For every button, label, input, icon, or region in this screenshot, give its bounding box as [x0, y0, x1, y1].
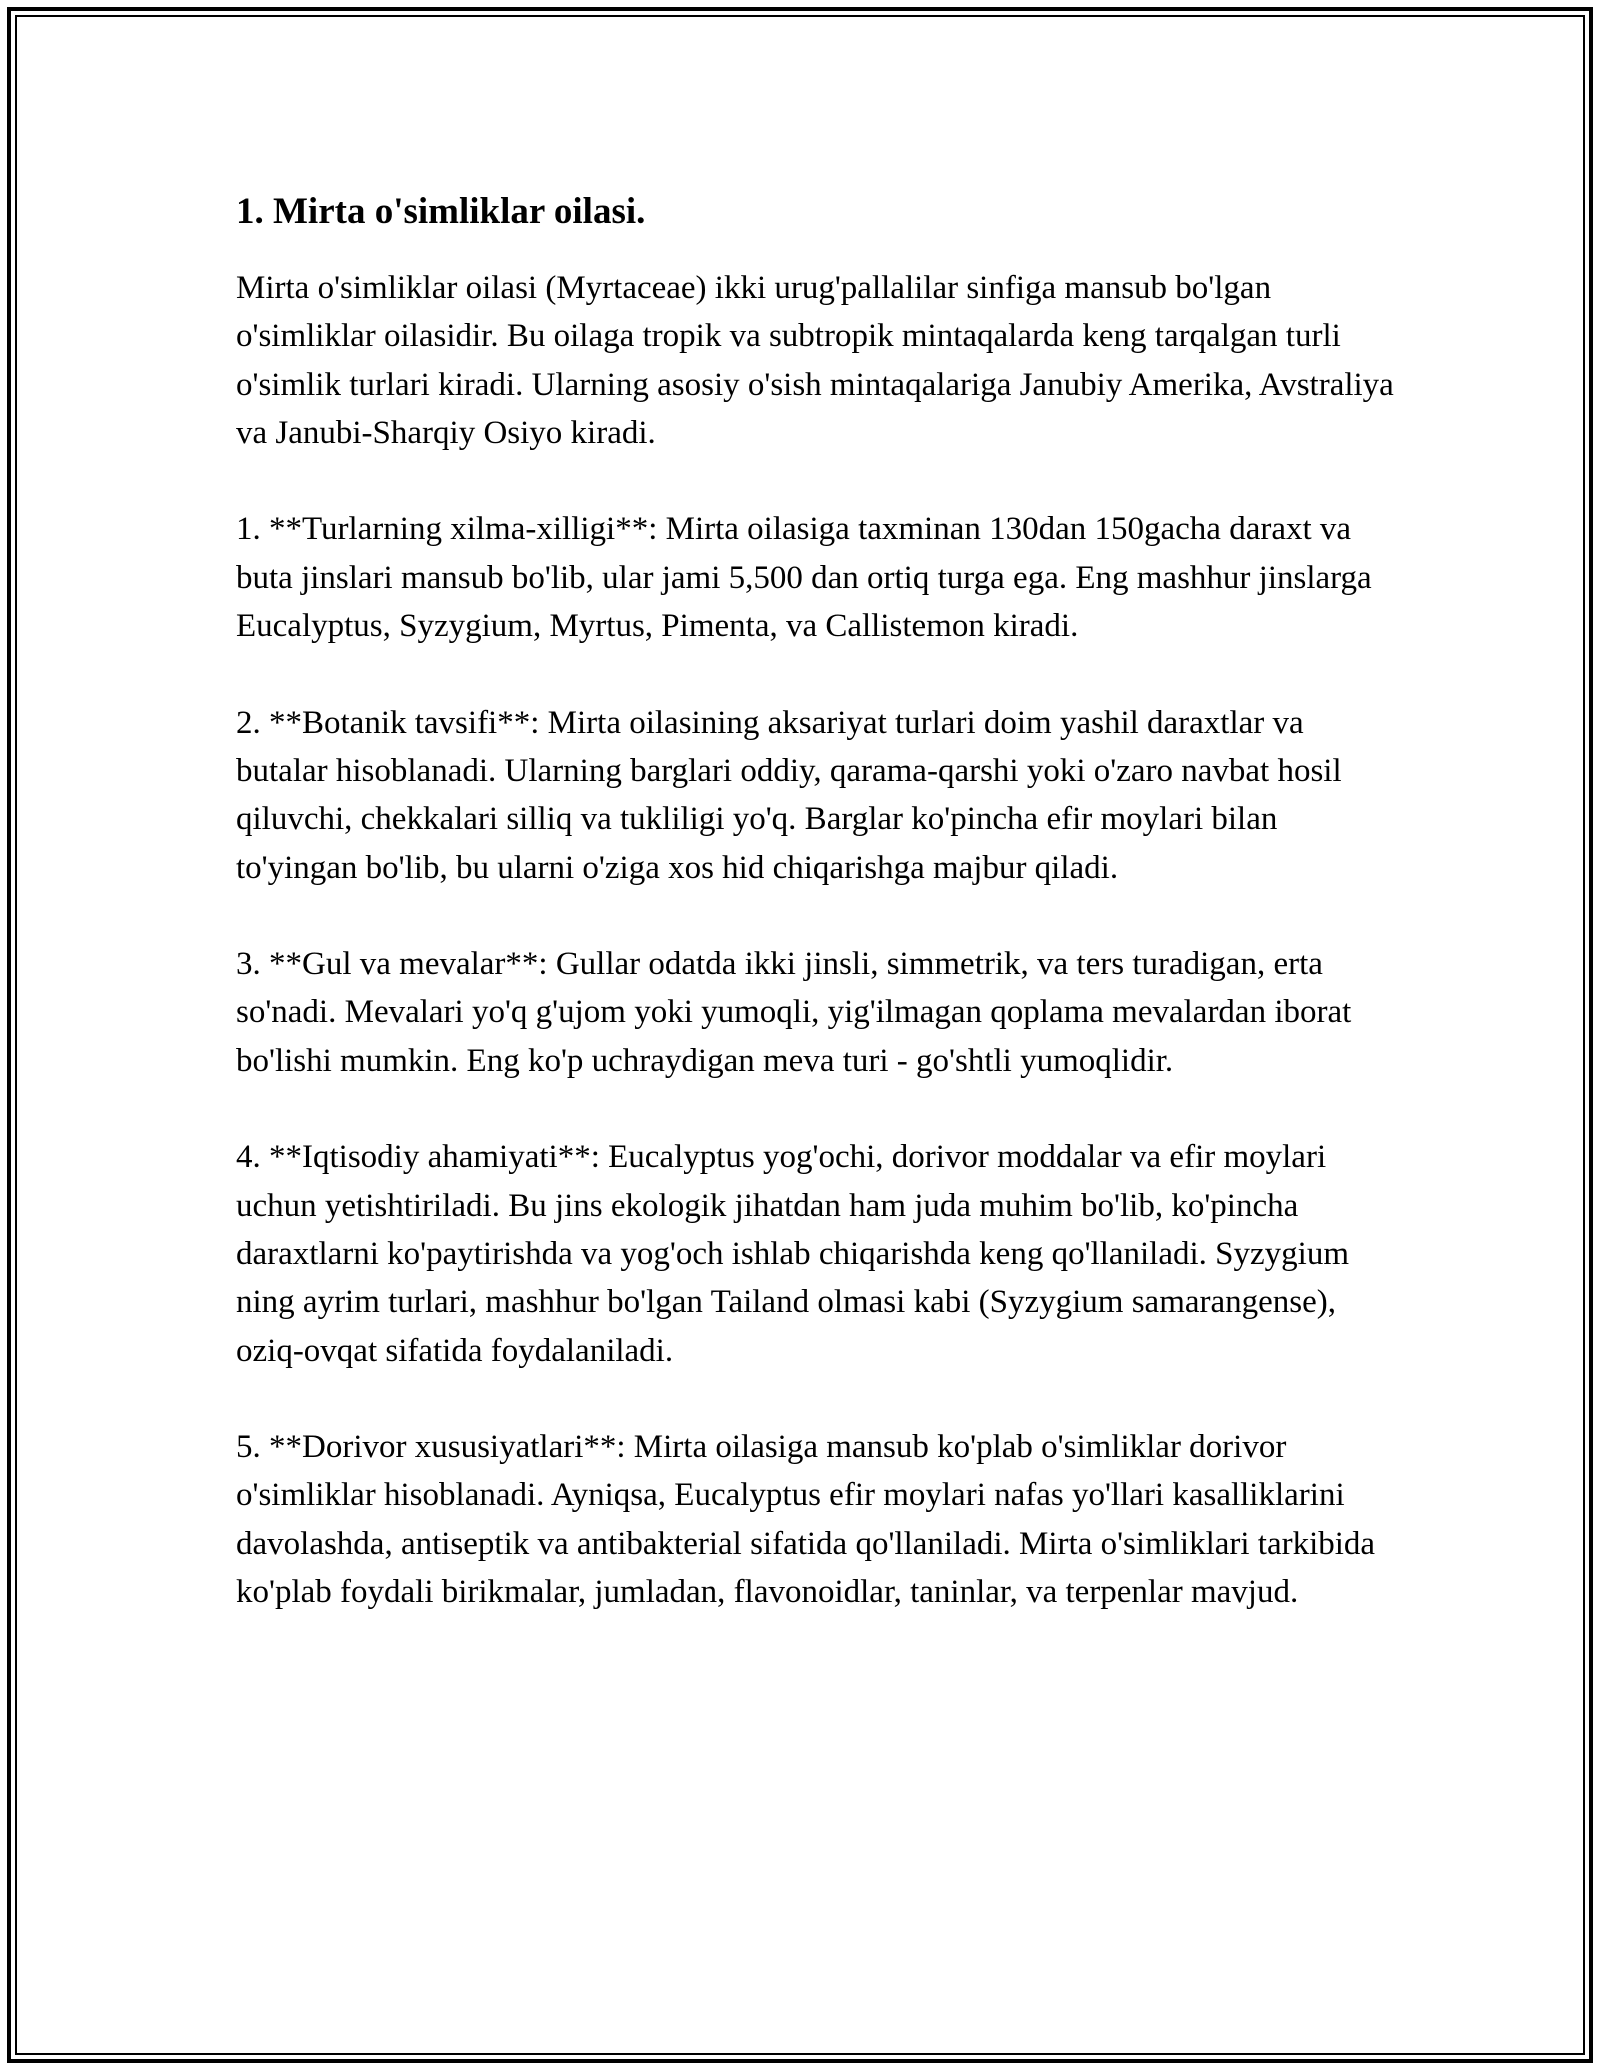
paragraph-medicinal-properties: 5. **Dorivor xususiyatlari**: Mirta oilasiga mansub ko'plab o'simliklar dorivor o'simliklar hisoblanadi. Ayniqsa, Eucalyptus efir moylari nafas yo'llari kasalliklarini davolashda, antiseptik va antibakterial sifatida qo'llaniladi. Mirta o'simliklari tarkibida ko'plab foydali birikmalar, jumladan, flavonoidlar, taninlar, va terpenlar mavjud.	[236, 1429, 1376, 1611]
document-title: 1. Mirta o'simliklar oilasi.	[236, 191, 646, 232]
document-body	[236, 186, 1396, 1665]
paragraph-economic-importance: 4. **Iqtisodiy ahamiyati**: Eucalyptus yog'ochi, dorivor moddalar va efir moylari uchun yetishtiriladi. Bu jins ekologik jihatdan ham juda muhim bo'lib, ko'pincha daraxtlarni ko'paytirishda va yog'och ishlab chiqarishda keng qo'llaniladi. Syzygium ning ayrim turlari, mashhur bo'lgan Tailand olmasi kabi (Syzygium samarangense), oziq-ovqat sifatida foydalaniladi.	[236, 1139, 1349, 1369]
paragraph-species-diversity: 1. **Turlarning xilma-xilligi**: Mirta oilasiga taxminan 130dan 150gacha daraxt va buta jinslari mansub bo'lib, ular jami 5,500 dan ortiq turga ega. Eng mashhur jinslarga Eucalyptus, Syzygium, Myrtus, Pimenta, va Callistemon kiradi.	[236, 511, 1372, 645]
paragraph-flowers-fruits: 3. **Gul va mevalar**: Gullar odatda ikki jinsli, simmetrik, va ters turadigan, erta so'nadi. Mevalari yo'q g'ujom yoki yumoqli, yig'ilmagan qoplama mevalardan iborat bo'lishi mumkin. Eng ko'p uchraydigan meva turi - go'shtli yumoqlidir.	[236, 946, 1352, 1079]
intro-paragraph: Mirta o'simliklar oilasi (Myrtaceae) ikki urug'pallalilar sinfiga mansub bo'lgan o'simliklar oilasidir. Bu oilaga tropik va subtropik mintaqalarda keng tarqalgan turli o'simlik turlari kiradi. Ularning asosiy o'sish mintaqalariga Janubiy Amerika, Avstraliya va Janubi-Sharqiy Osiyo kiradi.	[236, 270, 1394, 451]
paragraph-botanical-description: 2. **Botanik tavsifi**: Mirta oilasining aksariyat turlari doim yashil daraxtlar va butalar hisoblanadi. Ularning barglari oddiy, qarama-qarshi yoki o'zaro navbat hosil qiluvchi, chekkalari silliq va tukliligi yo'q. Barglar ko'pincha efir moylari bilan to'yingan bo'lib, bu ularni o'ziga xos hid chiqarishga majbur qiladi.	[236, 704, 1342, 886]
